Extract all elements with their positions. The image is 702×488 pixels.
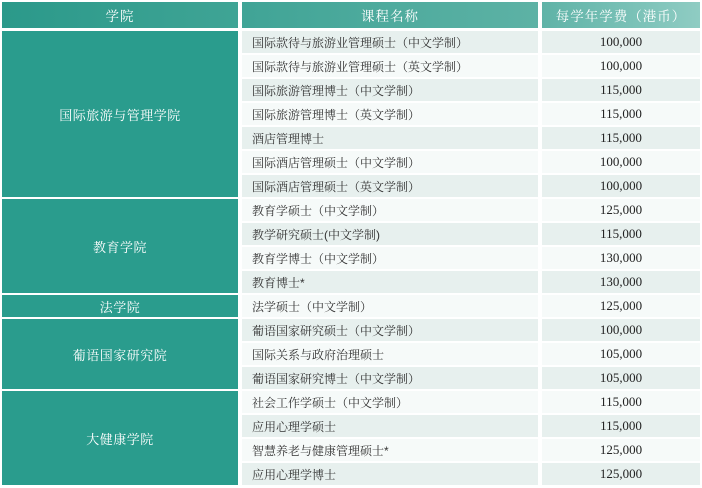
table-row: [242, 367, 700, 389]
course-cell: 国际酒店管理硕士（英文学制）: [242, 175, 538, 197]
group-rows: [242, 31, 700, 197]
college-group: [2, 391, 700, 485]
college-cell: 法学院: [2, 295, 238, 317]
fee-cell: 130,000: [542, 247, 700, 269]
college-cell: 大健康学院: [2, 391, 238, 485]
college-cell: 教育学院: [2, 199, 238, 293]
fee-cell: 125,000: [542, 199, 700, 221]
table-row: [242, 55, 700, 77]
table-row: [242, 79, 700, 101]
table-row: [242, 223, 700, 245]
table-row: [242, 199, 700, 221]
course-cell: 国际酒店管理硕士（中文学制）: [242, 151, 538, 173]
table-row: [242, 439, 700, 461]
table-row: [242, 463, 700, 485]
group-rows: [242, 391, 700, 485]
table-row: [242, 127, 700, 149]
fee-cell: 125,000: [542, 463, 700, 485]
course-cell: 酒店管理博士: [242, 127, 538, 149]
college-column-header: 学院: [2, 2, 238, 28]
fee-cell: 115,000: [542, 223, 700, 245]
course-cell: 国际款待与旅游业管理硕士（英文学制）: [242, 55, 538, 77]
table-row: [242, 295, 700, 317]
table-row: [242, 151, 700, 173]
course-cell: 法学硕士（中文学制）: [242, 295, 538, 317]
course-cell: 应用心理学博士: [242, 463, 538, 485]
course-cell: 国际款待与旅游业管理硕士（中文学制）: [242, 31, 538, 53]
course-cell: 应用心理学硕士: [242, 415, 538, 437]
fee-cell: 105,000: [542, 367, 700, 389]
course-cell: 国际旅游管理博士（英文学制）: [242, 103, 538, 125]
college-group: [2, 319, 700, 389]
fee-cell: 115,000: [542, 391, 700, 413]
fee-cell: 100,000: [542, 319, 700, 341]
course-cell: 智慧养老与健康管理硕士*: [242, 439, 538, 461]
table-row: [242, 319, 700, 341]
fee-column-header: 每学年学费（港币）: [542, 2, 700, 28]
fee-cell: 100,000: [542, 55, 700, 77]
fee-cell: 130,000: [542, 271, 700, 293]
college-cell: 葡语国家研究院: [2, 319, 238, 389]
fee-cell: 115,000: [542, 415, 700, 437]
fee-cell: 100,000: [542, 31, 700, 53]
fee-cell: 100,000: [542, 175, 700, 197]
table-row: [242, 415, 700, 437]
table-row: [242, 247, 700, 269]
college-group: [2, 295, 700, 317]
table-row: [242, 103, 700, 125]
course-cell: 教育学硕士（中文学制）: [242, 199, 538, 221]
table-header-row: [2, 2, 700, 28]
table-body: [2, 31, 700, 485]
group-rows: [242, 319, 700, 389]
fee-cell: 115,000: [542, 79, 700, 101]
college-group: [2, 199, 700, 293]
course-cell: 国际关系与政府治理硕士: [242, 343, 538, 365]
group-rows: [242, 295, 700, 317]
fee-cell: 125,000: [542, 295, 700, 317]
table-row: [242, 271, 700, 293]
course-cell: 教学研究硕士(中文学制): [242, 223, 538, 245]
course-cell: 教育博士*: [242, 271, 538, 293]
course-cell: 葡语国家研究博士（中文学制）: [242, 367, 538, 389]
course-column-header: 课程名称: [242, 2, 538, 28]
fee-cell: 115,000: [542, 103, 700, 125]
fee-cell: 100,000: [542, 151, 700, 173]
table-row: [242, 175, 700, 197]
course-cell: 社会工作学硕士（中文学制）: [242, 391, 538, 413]
course-cell: 国际旅游管理博士（中文学制）: [242, 79, 538, 101]
college-group: [2, 31, 700, 197]
group-rows: [242, 199, 700, 293]
fee-cell: 115,000: [542, 127, 700, 149]
fee-cell: 105,000: [542, 343, 700, 365]
table-row: [242, 343, 700, 365]
table-row: [242, 391, 700, 413]
college-cell: 国际旅游与管理学院: [2, 31, 238, 197]
course-cell: 葡语国家研究硕士（中文学制）: [242, 319, 538, 341]
course-cell: 教育学博士（中文学制）: [242, 247, 538, 269]
table-row: [242, 31, 700, 53]
fee-cell: 125,000: [542, 439, 700, 461]
